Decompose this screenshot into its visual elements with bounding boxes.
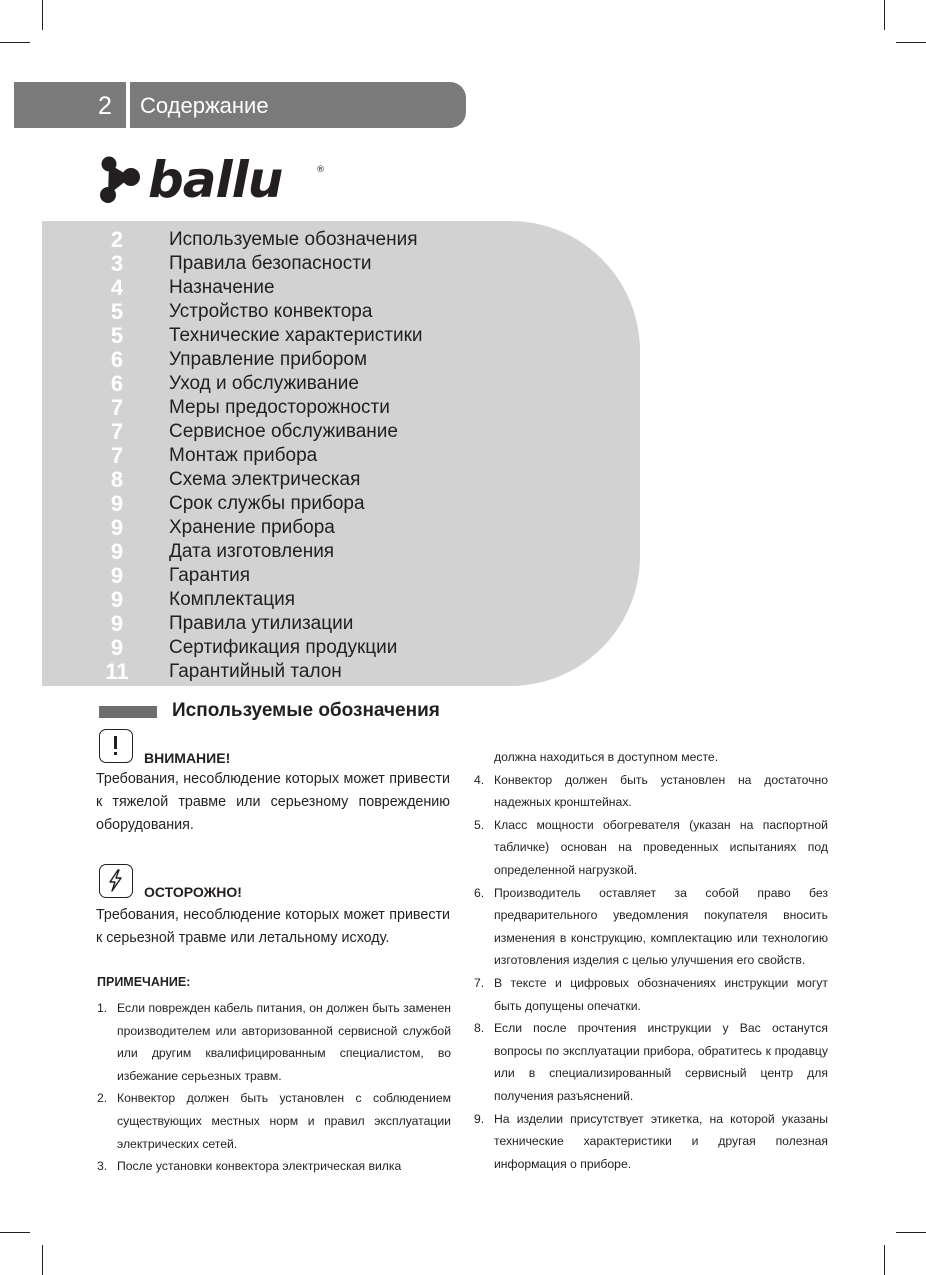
list-item: 5. Класс мощности обогревателя (указан на паспортной табличке) основан на проведенных испытаниях под определенной нагрузкой.: [474, 817, 828, 877]
warning-text: Требования, несоблюдение которых может привести к серьезной травме или летальному исходу.: [96, 907, 450, 946]
toc-item: [42, 468, 602, 492]
list-item-continuation: должна находиться в доступном месте.: [494, 750, 719, 764]
toc-item: [42, 444, 602, 468]
crop-mark: [896, 42, 926, 43]
list-item: 8. Если после прочтения инструкции у Вас останутся вопросы по эксплуатации прибора, обратитесь к продавцу или в специализированный сервисный центр для получения разъяснений.: [474, 1021, 828, 1103]
toc-page-number: 11: [105, 659, 129, 684]
toc-item: [42, 564, 602, 588]
lightning-icon: [99, 864, 133, 898]
toc-title: Схема электрическая: [169, 469, 361, 490]
logo-brand: ballu: [148, 151, 283, 209]
exclamation-glyph: [100, 730, 131, 761]
toc-item: [42, 516, 602, 540]
crop-mark: [0, 42, 30, 43]
toc-title: Правила утилизации: [169, 613, 354, 634]
toc-page-number: 9: [110, 515, 124, 540]
notes-right-column: [474, 746, 828, 1175]
list-item: 6. Производитель оставляет за собой право без предварительного уведомления покупателя вносить изменения в конструкцию, комплектацию или технологию изготовления изделия с целью улучшения его свойств.: [474, 885, 828, 968]
toc-title: Гарантийный талон: [169, 661, 342, 682]
toc-page-number: 5: [110, 299, 124, 324]
toc-title: Устройство конвектора: [169, 301, 373, 322]
notes-left-column: [97, 997, 451, 1178]
toc-page-number: 3: [110, 251, 124, 276]
toc-item: [42, 228, 602, 252]
crop-mark: [896, 1232, 926, 1233]
toc-item: [42, 636, 602, 660]
toc-item: [42, 492, 602, 516]
warning-text: Требования, несоблюдение которых может привести к тяжелой травме или серьезному повреждению оборудования.: [96, 771, 450, 833]
page-number: 2: [98, 92, 112, 120]
exclamation-icon: [99, 729, 133, 763]
toc-title: Технические характеристики: [169, 325, 423, 346]
crop-mark: [884, 1245, 885, 1275]
crop-mark: [42, 1245, 43, 1275]
toc-page-number: 9: [110, 611, 124, 636]
toc-item: [42, 324, 602, 348]
toc-title: Сервисное обслуживание: [169, 421, 398, 442]
section-marker: [99, 706, 157, 718]
warning-label: ОСТОРОЖНО!: [144, 884, 242, 900]
ballu-logo: [96, 150, 336, 212]
toc-page-number: 9: [110, 539, 124, 564]
page-header: [14, 82, 466, 128]
toc-page-number: 5: [110, 323, 124, 348]
toc-title: Правила безопасности: [169, 253, 372, 274]
toc-item: [42, 276, 602, 300]
toc-title: Монтаж прибора: [169, 445, 318, 466]
crop-mark: [42, 0, 43, 30]
section-title: Используемые обозначения: [172, 700, 440, 721]
table-of-contents: [42, 221, 640, 686]
page-title: Содержание: [140, 93, 269, 118]
toc-title: Управление прибором: [169, 349, 368, 370]
toc-page-number: 9: [110, 635, 124, 660]
list-item: 7. В тексте и цифровых обозначениях инструкции могут быть допущены опечатки.: [474, 975, 828, 1013]
toc-page-number: 9: [110, 491, 124, 516]
list-item: 1. Если поврежден кабель питания, он должен быть заменен производителем или авторизованной сервисной службой или другим квалифицированным специалистом, во избежание серьезных травм.: [97, 1001, 451, 1083]
toc-title: Используемые обозначения: [169, 229, 418, 250]
list-item: 2. Конвектор должен быть установлен с соблюдением существующих местных норм и правил эксплуатации электрических сетей.: [97, 1091, 451, 1151]
crop-mark: [884, 0, 885, 30]
toc-title: Гарантия: [169, 565, 251, 586]
toc-title: Сертификация продукции: [169, 637, 398, 658]
toc-item: [42, 420, 602, 444]
crop-mark: [0, 1232, 30, 1233]
toc-item: [42, 300, 602, 324]
toc-page-number: 4: [110, 275, 124, 300]
logo-blob: [108, 164, 131, 195]
header-divider: [126, 82, 130, 128]
toc-title: Меры предосторожности: [169, 397, 390, 418]
toc-title: Назначение: [169, 277, 275, 298]
toc-page-number: 8: [110, 467, 124, 492]
list-item: 3. После установки конвектора электрическая вилка: [97, 1159, 402, 1174]
lightning-glyph: [100, 865, 131, 896]
toc-title: Хранение прибора: [169, 517, 335, 538]
toc-item: [42, 612, 602, 636]
toc-item: [42, 588, 602, 612]
warning-label: ВНИМАНИЕ!: [144, 750, 231, 766]
toc-page-number: 6: [110, 371, 124, 396]
toc-title: Уход и обслуживание: [169, 373, 359, 394]
toc-title: Срок службы прибора: [169, 493, 365, 514]
toc-item: [42, 252, 602, 276]
toc-page-number: 7: [110, 443, 124, 468]
toc-page-number: 7: [110, 395, 124, 420]
toc-page-number: 6: [110, 347, 124, 372]
toc-page-number: 7: [110, 419, 124, 444]
toc-page-number: 2: [110, 227, 124, 252]
toc-title: Дата изготовления: [169, 541, 335, 562]
toc-item: [42, 396, 602, 420]
toc-title: Комплектация: [169, 589, 296, 610]
note-heading: ПРИМЕЧАНИЕ:: [97, 975, 191, 989]
toc-item: [42, 540, 602, 564]
toc-page-number: 9: [110, 563, 124, 588]
toc-item: [42, 660, 602, 684]
toc-item: [42, 372, 602, 396]
list-item: 9. На изделии присутствует этикетка, на которой указаны технические характеристики и другая полезная информация о приборе.: [474, 1111, 828, 1171]
list-item: 4. Конвектор должен быть установлен на достаточно надежных кронштейнах.: [474, 772, 828, 810]
logo-registered-mark: ®: [316, 165, 325, 175]
toc-item: [42, 348, 602, 372]
toc-page-number: 9: [110, 587, 124, 612]
